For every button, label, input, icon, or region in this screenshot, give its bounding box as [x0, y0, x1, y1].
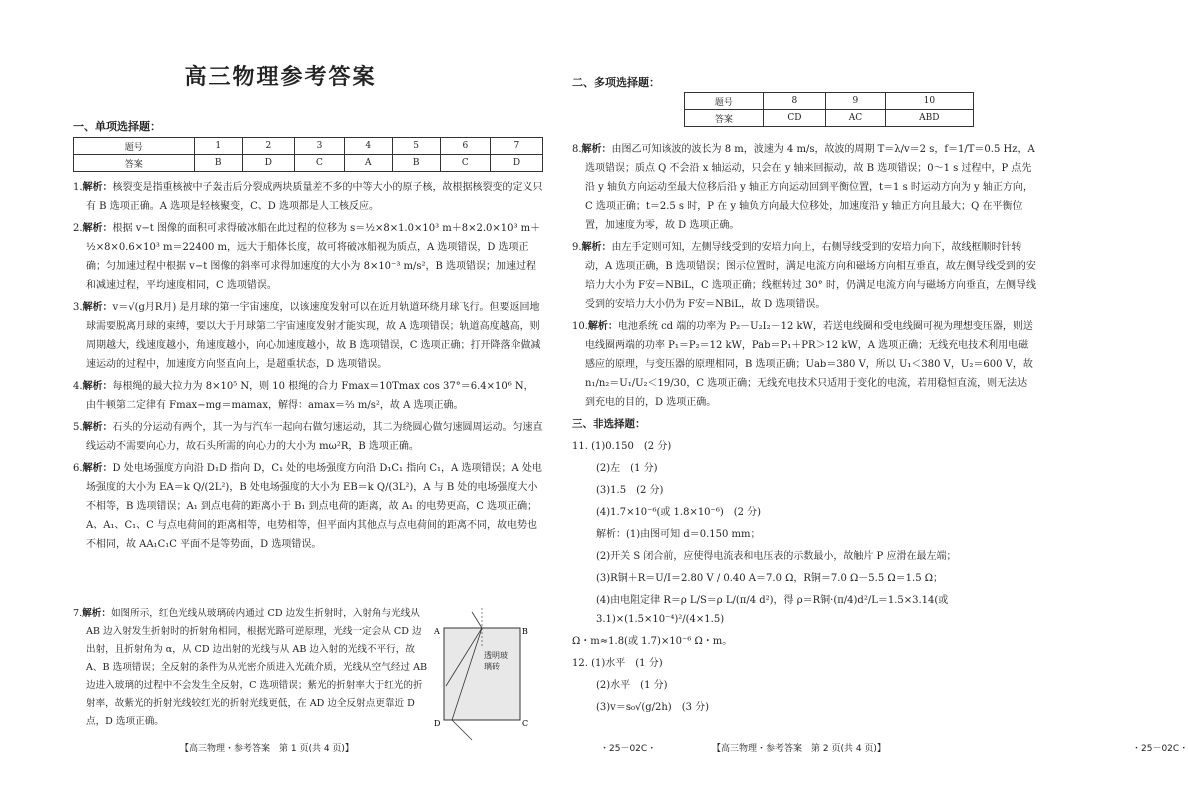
table-cell: B [392, 155, 440, 172]
vertex-b-label: B [522, 627, 528, 636]
q11-line: 11. (1)0.150 (2 分) [572, 441, 672, 452]
table-cell: 3 [294, 138, 344, 155]
q11-line: (3)R铜＋R＝U/I＝2.80 V / 0.40 A＝7.0 Ω，R铜＝7.0 Ω－5.5 Ω＝1.5 Ω； [596, 573, 944, 584]
table-cell: 8 [763, 93, 826, 110]
table-cell: 1 [194, 138, 242, 155]
table-cell: 5 [392, 138, 440, 155]
table-row [74, 138, 543, 155]
q11-line: Ω・m≈1.8(或 1.7)×10⁻⁶ Ω・m。 [572, 636, 733, 647]
table-cell: C [294, 155, 344, 172]
footer-2: 【高三物理・参考答案 第 2 页(共 4 页)】 ・25－02C・ [712, 741, 886, 754]
table-row [685, 110, 974, 127]
answer-item: 1.解析：核裂变是指重核被中子轰击后分裂成两块质量差不多的中等大小的原子核，故根据核裂变的定义只有 B 选项正确。A 选项是轻核聚变，C、D 选项都是人工核反应。 [73, 182, 543, 212]
q11-line: 解析：(1)由图可知 d＝0.150 mm； [596, 529, 761, 540]
answer-item: 10.解析：电池系统 cd 端的功率为 P₂－U₂I₂－12 kW，若送电线圈和受电线圈可视为理想变压器，则送电线圈两端的功率 P₁＝P₂＝12 kW，Pab＝P₁＋PR＞12 kW，A 选项正确；无线充电技术利用电磁感应的原理，与变压器的原理相同，B 选项正确；Uab＝380 V，所以 U₁＜380 V，U₂＝600 V，故 n₁/n₂＝U₁/U₂＜19/30，C 选项正确；无线充电技术只适用于变化的电流，若用稳恒直流，则无法达到充电的目的，D 选项正确。 [572, 321, 1033, 408]
q11-line: (3)1.5 (2 分) [596, 485, 664, 496]
q12-line: (2)水平 (1 分) [596, 680, 668, 691]
glass-brick-diagram [432, 608, 532, 748]
table-cell: 答案 [74, 155, 195, 172]
page-2 [562, 0, 1188, 794]
table-cell: 7 [490, 138, 542, 155]
table-cell: B [194, 155, 242, 172]
q11-line: (2)开关 S 闭合前，应使得电流表和电压表的示数最小，故触片 P 应滑在最左端； [596, 551, 957, 562]
answers-block-2 [572, 140, 1037, 720]
table-cell: CD [763, 110, 826, 127]
q12-line: (3)v＝s₀√(g/2h) (3 分) [596, 702, 710, 713]
vertex-a-label: A [434, 627, 440, 636]
glass-label: 透明玻璃砖 [484, 651, 508, 671]
answers-block-1 [73, 178, 543, 557]
table-cell: 10 [885, 93, 973, 110]
table-cell: D [490, 155, 542, 172]
page-code: ・25－02C・ [1132, 744, 1188, 754]
answer-item: 5.解析：石头的分运动有两个，其一为与汽车一起向右做匀速运动，其二为绕圆心做匀速圆周运动。匀速直线运动不需要向心力，故石头所需的向心力的大小为 mω²R，B 选项正确。 [73, 422, 543, 452]
table-cell: 题号 [74, 138, 195, 155]
q12-line: 12. (1)水平 (1 分) [572, 658, 663, 669]
table-cell: C [440, 155, 490, 172]
answer-item: 9.解析：由左手定则可知，左侧导线受到的安培力向上，右侧导线受到的安培力向下，故线框顺时针转动，A 选项正确，B 选项错误；图示位置时，满足电流方向和磁场方向相互垂直，故左侧导线受到的安培力大小为 F安＝NBiL，C 选项正确；线框转过 30° 时，仍满足电流方向与磁场方向垂直，左侧导线受到的安培力大小仍为 F安＝NBiL，故 D 选项错误。 [572, 242, 1036, 310]
answer-item: 6.解析：D 处电场强度方向沿 D₁D 指向 D，C₁ 处的电场强度方向沿 D₁C₁ 指向 C₁，A 选项错误；A 处电场强度的大小为 EA＝k Q/(2L²)，B 处电场强度的大小为 EB＝k Q/(3L²)，A 与 B 处的电场强度大小不相等，B 选项错误；A₁ 到点电荷的距离小于 B₁ 到点电荷的距离，故 A₁ 的电势更高，C 选项正确；A、A₁、C₁、C 与点电荷间的距离相等，电势相等，但平面内其他点与点电荷间的距离不同，故电势也不相同，故 AA₁C₁C 平面不是等势面，D 选项错误。 [73, 463, 542, 550]
table-cell: 9 [826, 93, 886, 110]
answer-item: 4.解析：每根绳的最大拉力为 8×10⁵ N，则 10 根绳的合力 Fmax＝10Tmax cos 37°＝6.4×10⁶ N，由牛顿第二定律有 Fmax−mg＝mamax，解得：amax＝⅔ m/s²，故 A 选项正确。 [73, 381, 534, 411]
footer-1: 【高三物理・参考答案 第 1 页(共 4 页)】 ・25－02C・ [180, 741, 354, 754]
q11-line: (4)1.7×10⁻⁶(或 1.8×10⁻⁶) (2 分) [596, 507, 762, 518]
q11-line: (4)由电阻定律 R＝ρ L/S＝ρ L/(π/4 d²)，得 ρ＝R铜·(π/4)d²/L＝1.5×3.14(或 3.1)×(1.5×10⁻⁴)²/(4×1.5) [596, 595, 949, 625]
answer-item: 8.解析：由图乙可知该波的波长为 8 m，波速为 4 m/s，故波的周期 T＝λ/v＝2 s，f＝1/T＝0.5 Hz，A 选项错误；质点 Q 不会沿 x 轴运动，只会在 y 轴来回振动，故 B 选项错误；0～1 s 过程中，P 点先沿 y 轴负方向运动至最大位移后沿 y 轴正方向运动回到平衡位置，t＝1 s 时运动方向为 y 轴正方向，C 选项正确；t＝2.5 s 时，P 在 y 轴负方向最大位移处，加速度沿 y 轴正方向且最大；Q 在平衡位置，加速度为零，故 D 选项正确。 [572, 144, 1035, 231]
answer-item-7: 7.解析：如图所示，红色光线从玻璃砖内通过 CD 边发生折射时，入射角与光线从 AB 边入射发生折射时的折射角相同，根据光路可逆原理，光线一定会从 CD 边出射，且折射角为 α，从 CD 边出射的光线与从 AB 边入射的光线不平行，故 A、B 选项错误；全反射的条件为从光密介质进入光疏介质，光线从空气经过 AB 边进入玻璃的过程中不会发生全反射，C 选项错误；紫光的折射率大于红光的折射率，故紫光的折射光线较红光的折射光线更低，在 AD 边全反射点更靠近 D 点，D 选项正确。 [73, 608, 428, 727]
vertex-d-label: D [434, 719, 441, 728]
table-row [74, 155, 543, 172]
table-cell: ABD [885, 110, 973, 127]
vertex-c-label: C [522, 719, 529, 728]
section-single-choice: 一、单项选择题： [73, 120, 161, 133]
table-row [685, 93, 974, 110]
answer-table-1 [73, 137, 543, 172]
table-cell: 2 [242, 138, 294, 155]
section-multi-choice: 二、多项选择题： [572, 76, 660, 89]
page-code: ・25－02C・ [600, 744, 657, 754]
table-cell: 答案 [685, 110, 764, 127]
table-cell: A [344, 155, 392, 172]
table-cell: AC [826, 110, 886, 127]
section-non-choice: 三、非选择题： [572, 418, 646, 430]
answer-table-2 [684, 92, 974, 127]
table-cell: 4 [344, 138, 392, 155]
answer-item: 2.解析：根据 v−t 图像的面积可求得破冰船在此过程的位移为 s＝½×8×1.0×10³ m＋8×2.0×10³ m＋½×8×0.6×10³ m＝22400 m，远大于船体长度，故可将破冰船视为质点，A 选项错误，D 选项正确；匀加速过程中根据 v−t 图像的斜率可求得加速度的大小为 8×10⁻³ m/s²，B 选项错误；加速过程和减速过程，平均速度相同，C 选项错误。 [73, 223, 541, 291]
q11-line: (2)左 (1 分) [596, 463, 658, 474]
page-title: 高三物理参考答案 [184, 65, 377, 90]
table-cell: 题号 [685, 93, 764, 110]
answer-item: 3.解析：v＝√(g月R月) 是月球的第一宇宙速度，以该速度发射可以在近月轨道环绕月球飞行。但要返回地球需要脱离月球的束缚，要以大于月球第二宇宙速度发射才能实现，故 A 选项错误；轨道高度越高，则周期越大，线速度越小，角速度越小，向心加速度越小，故 B 选项错误，C 选项正确；打开降落伞做减速运动的过程中，加速度方向竖直向上，是超重状态，D 选项错误。 [73, 302, 541, 370]
table-cell: D [242, 155, 294, 172]
table-cell: 6 [440, 138, 490, 155]
